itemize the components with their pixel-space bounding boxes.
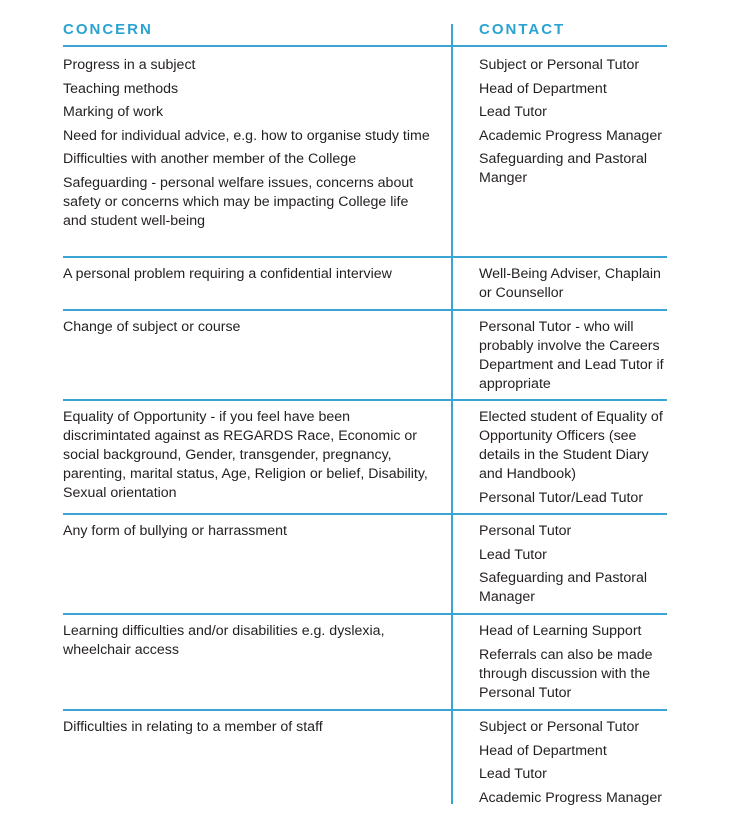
contact-item: Safeguarding and Pastoral Manager [479, 570, 648, 605]
contact-cell [479, 522, 669, 612]
row-divider [63, 513, 667, 515]
contact-item: Personal Tutor - who will probably involve the Careers Department and Lead Tutor if appropriate [479, 319, 664, 392]
concern-item: Change of subject or course [63, 319, 241, 335]
contact-item: Head of Department [479, 80, 607, 97]
row-divider [63, 709, 667, 711]
contact-item: Safeguarding and Pastoral Manger [479, 151, 648, 186]
contact-item: Head of Learning Support [479, 623, 642, 639]
concern-item: Safeguarding - personal welfare issues, concerns about safety or concerns which may be impacting College life and student well-being [63, 174, 414, 229]
contact-cell [479, 265, 669, 308]
concern-cell [63, 718, 433, 742]
concern-item: Need for individual advice, e.g. how to organise study time [63, 127, 430, 144]
contact-item: Well-Being Adviser, Chaplain or Counsellor [479, 266, 661, 301]
concern-item: Difficulties with another member of the College [63, 151, 357, 167]
contact-cell [479, 318, 669, 399]
contact-item: Academic Progress Manager [479, 127, 662, 144]
concern-cell [63, 622, 433, 665]
concern-item: Difficulties in relating to a member of staff [63, 719, 323, 735]
row-divider [63, 309, 667, 311]
contact-cell [479, 718, 669, 812]
contact-item: Personal Tutor [479, 523, 572, 539]
row-divider [63, 613, 667, 615]
concern-item: Progress in a subject [63, 57, 196, 73]
concern-item: Marking of work [63, 104, 164, 120]
contact-item: Referrals can also be made through discussion with the Personal Tutor [479, 646, 653, 701]
concern-cell [63, 408, 433, 508]
concern-item: Teaching methods [63, 80, 179, 97]
concern-item: Equality of Opportunity - if you feel have been discrimintated against as REGARDS Race, Economic or social background, Gender, transgender, pregnancy, parenting, marital status, Age, Religion or belief, Disability, Sexual orientation [63, 409, 428, 501]
contact-cell [479, 622, 669, 707]
concern-item: Any form of bullying or harrassment [63, 523, 287, 539]
contact-item: Subject or Personal Tutor [479, 57, 640, 73]
contact-item: Personal Tutor/Lead Tutor [479, 489, 644, 506]
contact-cell [479, 408, 669, 512]
concern-header: CONCERN [63, 21, 153, 38]
row-divider [63, 399, 667, 401]
contact-header: CONTACT [479, 21, 566, 38]
contact-item: Elected student of Equality of Opportunity Officers (see details in the Student Diary and Handbook) [479, 409, 663, 482]
row-divider [63, 256, 667, 258]
concern-item: Learning difficulties and/or disabilities e.g. dyslexia, wheelchair access [63, 623, 385, 658]
contact-cell [479, 56, 669, 193]
contact-item: Subject or Personal Tutor [479, 719, 640, 735]
concern-cell [63, 56, 433, 235]
contact-item: Lead Tutor [479, 104, 547, 120]
contact-item: Academic Progress Manager [479, 789, 662, 806]
header-divider [63, 45, 667, 47]
contact-item: Head of Department [479, 742, 607, 759]
concern-cell [63, 265, 433, 289]
concern-cell [63, 318, 433, 342]
concern-cell [63, 522, 433, 546]
contact-item: Lead Tutor [479, 546, 547, 563]
contact-item: Lead Tutor [479, 766, 547, 782]
concern-item: A personal problem requiring a confidential interview [63, 266, 392, 282]
column-divider [451, 24, 453, 804]
